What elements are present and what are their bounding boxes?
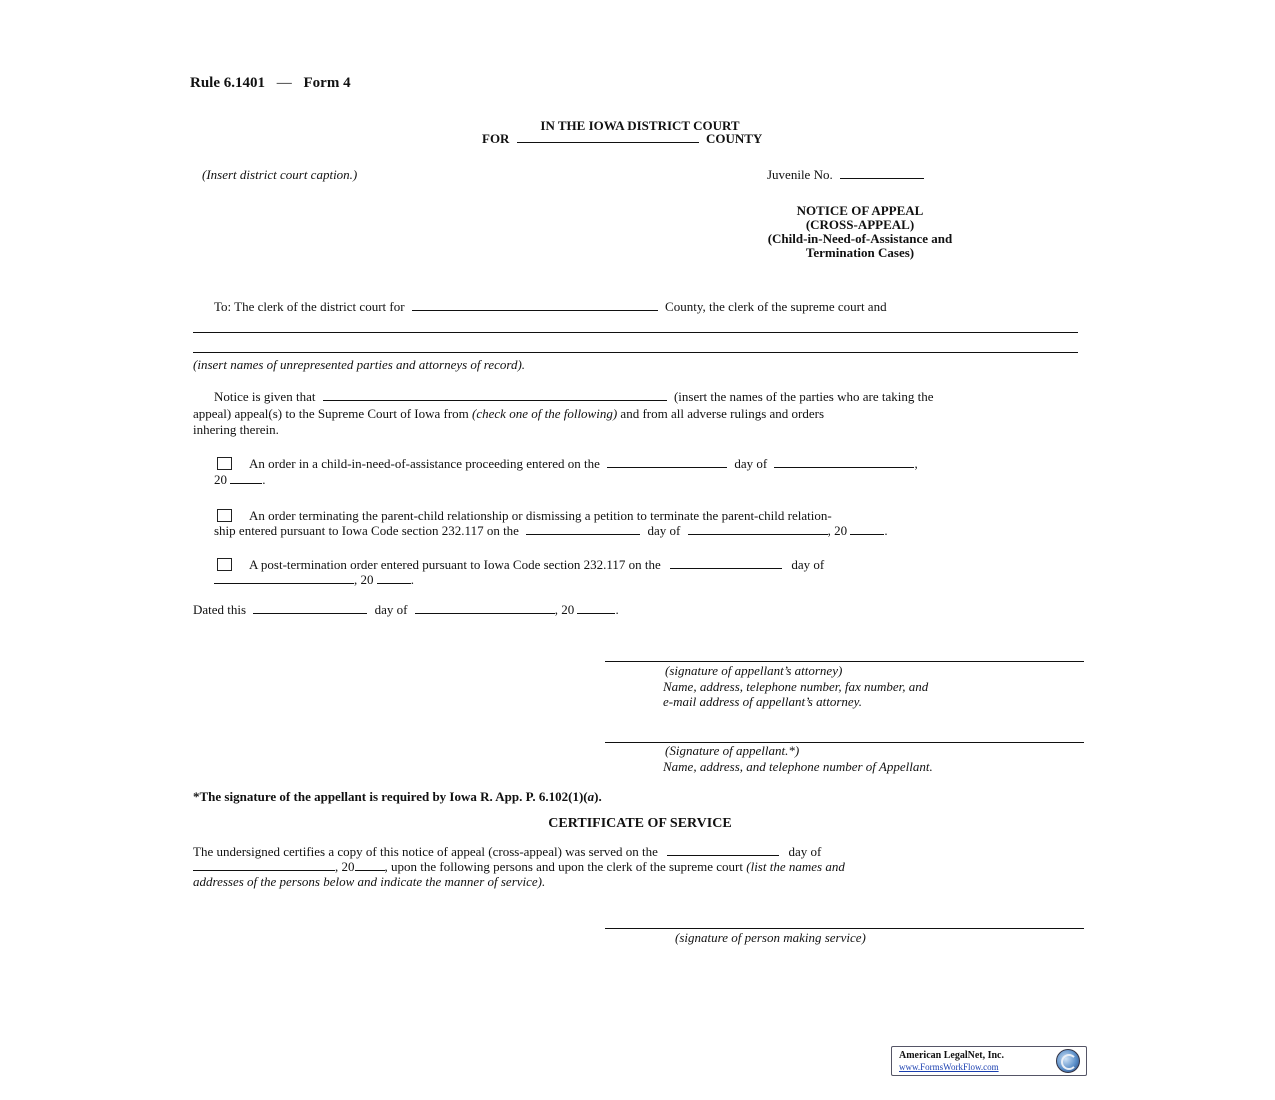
county-blank[interactable]	[517, 131, 699, 143]
option-post-termination-day-blank[interactable]	[670, 557, 782, 569]
option-termination-line-1: An order terminating the parent-child relationship or dismissing a petition to terminate the parent-child relation-	[249, 508, 832, 523]
option-post-termination-checkbox[interactable]	[217, 558, 232, 571]
dated-month-blank[interactable]	[415, 602, 555, 614]
dated-period: .	[615, 602, 619, 617]
form-label: Form 4	[303, 75, 351, 91]
dated-day-blank[interactable]	[253, 602, 367, 614]
certificate-title: CERTIFICATE OF SERVICE	[548, 816, 732, 831]
notice-title-4: Termination Cases)	[805, 245, 915, 260]
service-signature-line[interactable]	[605, 928, 1084, 929]
notice-title-3: (Child-in-Need-of-Assistance and	[767, 231, 953, 246]
parties-instruction: (insert names of unrepresented parties and attorneys of record).	[193, 357, 526, 372]
option-post-termination-year-prefix: , 20	[354, 572, 374, 587]
option-cina-year-blank[interactable]	[230, 472, 262, 484]
caption-instruction: (Insert district court caption.)	[202, 167, 358, 182]
form-header	[190, 75, 351, 92]
district-county-blank[interactable]	[412, 299, 658, 311]
attorney-info-line-2: e-mail address of appellant’s attorney.	[663, 694, 862, 709]
to-suffix: County, the clerk of the supreme court and	[665, 299, 887, 314]
notice-line-1	[214, 389, 934, 405]
county-line	[482, 131, 762, 147]
juvenile-label: Juvenile No.	[767, 167, 833, 182]
dated-day-of: day of	[374, 602, 408, 617]
certificate-month-blank[interactable]	[193, 859, 335, 871]
option-post-termination-line-2	[214, 572, 414, 588]
for-label: FOR	[482, 131, 510, 146]
option-post-termination-day-of: day of	[791, 557, 825, 572]
footnote-text: *The signature of the appellant is required by Iowa R. App. P. 6.102(1)(	[193, 789, 588, 804]
notice-title-2: (CROSS-APPEAL)	[805, 217, 915, 232]
notice-line-3: inhering therein.	[193, 422, 279, 437]
option-cina-month-blank[interactable]	[774, 456, 914, 468]
option-post-termination-year-blank[interactable]	[377, 572, 411, 584]
dated-year-prefix: , 20	[554, 602, 575, 617]
certificate-instruction-2: addresses of the persons below and indicate the manner of service).	[193, 874, 546, 889]
parties-line-1[interactable]	[193, 332, 1078, 333]
appellant-signature-label: (Signature of appellant.*)	[665, 743, 800, 758]
attorney-info-line-1: Name, address, telephone number, fax number, and	[663, 679, 929, 694]
dated-prefix: Dated this	[193, 602, 247, 617]
certificate-day-of: day of	[788, 844, 822, 859]
county-label: COUNTY	[705, 131, 763, 146]
notice-title-1: NOTICE OF APPEAL	[796, 203, 924, 218]
option-termination-text: ship entered pursuant to Iowa Code section 232.117 on the	[214, 523, 519, 538]
option-post-termination-month-blank[interactable]	[214, 572, 354, 584]
option-cina-line-2	[214, 472, 266, 488]
appellant-names-blank[interactable]	[323, 389, 667, 401]
certificate-text-1: The undersigned certifies a copy of this notice of appeal (cross-appeal) was served on the	[193, 844, 658, 859]
certificate-line-1	[193, 844, 821, 860]
to-prefix: To: The clerk of the district court for	[214, 299, 405, 314]
option-termination-day-blank[interactable]	[526, 523, 640, 535]
juvenile-number-blank[interactable]	[840, 167, 924, 179]
option-cina-year-prefix: 20	[214, 472, 227, 487]
option-cina-day-blank[interactable]	[607, 456, 727, 468]
option-termination-checkbox[interactable]	[217, 509, 232, 522]
notice-line-2	[193, 406, 824, 422]
footnote-end: ).	[594, 789, 602, 804]
certificate-year-prefix: , 20	[335, 859, 355, 874]
option-termination-period: .	[884, 523, 888, 538]
rule-label: Rule 6.1401	[190, 75, 265, 91]
juvenile-number	[767, 167, 924, 183]
option-cina-line-1	[249, 456, 918, 472]
court-heading: IN THE IOWA DISTRICT COURT	[540, 118, 740, 133]
certificate-day-blank[interactable]	[667, 844, 779, 856]
option-post-termination-period: .	[410, 572, 414, 587]
option-cina-text: An order in a child-in-need-of-assistance proceeding entered on the	[249, 456, 600, 471]
logo-url-link[interactable]: www.FormsWorkFlow.com	[899, 1062, 999, 1072]
signature-footnote	[193, 789, 602, 805]
to-line	[214, 299, 887, 315]
americanlegalnet-logo[interactable]	[891, 1046, 1087, 1076]
certificate-line-2	[193, 859, 845, 875]
globe-icon	[1056, 1049, 1080, 1073]
notice-line-2-suffix: and from all adverse rulings and orders	[620, 406, 825, 421]
option-cina-period: .	[262, 472, 266, 487]
option-cina-comma: ,	[914, 456, 918, 471]
appellant-info: Name, address, and telephone number of Appellant.	[663, 759, 933, 774]
option-cina-day-of: day of	[734, 456, 768, 471]
certificate-year-blank[interactable]	[355, 859, 385, 871]
option-termination-year-prefix: , 20	[827, 523, 848, 538]
parties-line-2[interactable]	[193, 352, 1078, 353]
notice-prefix: Notice is given that	[214, 389, 316, 404]
notice-line-2-prefix: appeal) appeal(s) to the Supreme Court of Iowa from	[193, 406, 469, 421]
option-termination-month-blank[interactable]	[688, 523, 828, 535]
dated-year-blank[interactable]	[577, 602, 615, 614]
certificate-text-2: , upon the following persons and upon the clerk of the supreme court	[384, 859, 743, 874]
attorney-signature-label: (signature of appellant’s attorney)	[665, 663, 843, 678]
option-termination-day-of: day of	[647, 523, 681, 538]
option-cina-checkbox[interactable]	[217, 457, 232, 470]
header-dash: —	[276, 75, 292, 91]
notice-suffix: (insert the names of the parties who are taking the	[673, 389, 934, 404]
dated-line	[193, 602, 619, 618]
option-termination-year-blank[interactable]	[850, 523, 884, 535]
certificate-instruction-1: (list the names and	[746, 859, 845, 874]
check-one-instruction: (check one of the following)	[472, 406, 618, 421]
attorney-signature-line[interactable]	[605, 661, 1084, 662]
logo-company-name: American LegalNet, Inc.	[899, 1050, 1004, 1061]
option-termination-line-2	[214, 523, 888, 539]
footnote-italic: a	[587, 789, 595, 804]
service-signature-label: (signature of person making service)	[675, 930, 866, 945]
option-post-termination-line-1	[249, 557, 824, 573]
option-post-termination-text: A post-termination order entered pursuant to Iowa Code section 232.117 on the	[249, 557, 661, 572]
